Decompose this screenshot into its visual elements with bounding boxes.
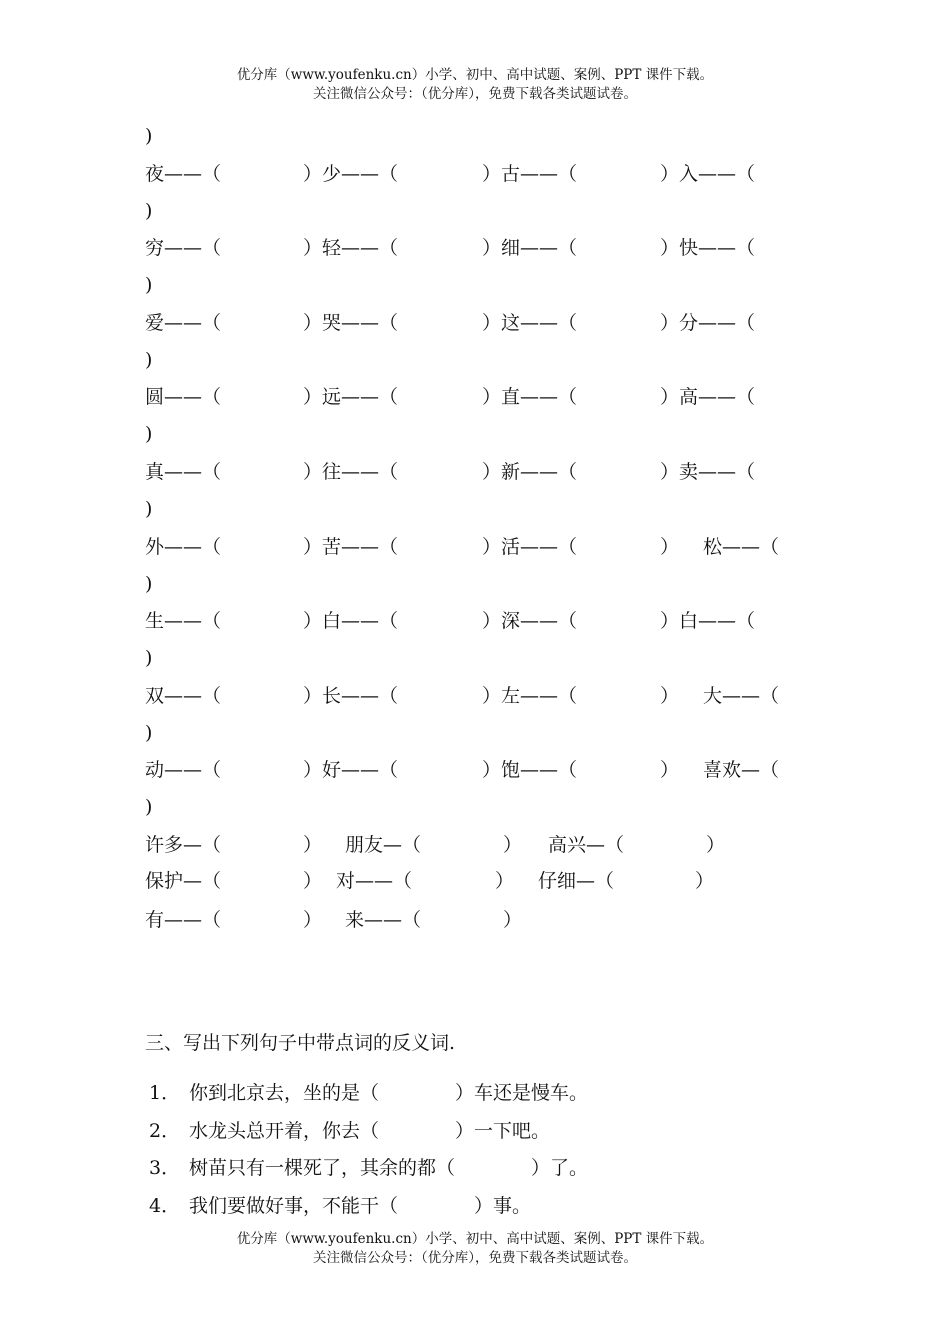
antonym-cell: ）活——（ [482, 536, 578, 558]
row-tail: ) [145, 349, 153, 371]
antonym-cell: 来——（ [345, 909, 422, 931]
question-text: 你到北京去，坐的是（ ）车还是慢车。 [189, 1082, 589, 1104]
question-number: 4． [149, 1195, 181, 1217]
antonym-cell: 动——（ [145, 759, 222, 781]
antonym-cell: 圆——（ [145, 386, 222, 408]
page-header [0, 66, 950, 104]
antonym-cell: ） [503, 909, 523, 931]
antonym-cell: ）饱——（ [482, 759, 578, 781]
antonym-cell: 许多—（ [145, 834, 222, 856]
row-tail: ) [145, 274, 153, 296]
antonym-cell: 大——（ [703, 685, 780, 707]
antonym-cell: 爱——（ [145, 312, 222, 334]
antonym-cell: 生——（ [145, 610, 222, 632]
antonym-cell: ）长——（ [303, 685, 399, 707]
header-line-2: 关注微信公众号：（优分库），免费下载各类试题试卷。 [313, 86, 637, 102]
antonym-cell: ）轻——（ [303, 237, 399, 259]
antonym-cell: ）白——（ [303, 610, 399, 632]
header-line-1: 优分库（www.youfenku.cn）小学、初中、高中试题、案例、PPT 课件下载。 [236, 67, 714, 83]
antonym-cell: ）入——（ [660, 163, 756, 185]
antonym-cell: ）直——（ [482, 386, 578, 408]
footer-line-2: 关注微信公众号：（优分库），免费下载各类试题试卷。 [313, 1250, 637, 1266]
antonym-cell: 高兴—（ [548, 834, 625, 856]
antonym-cell: ）左——（ [482, 685, 578, 707]
antonym-cell: ） [303, 870, 323, 892]
row-tail: ) [145, 796, 153, 818]
antonym-cell: ）远——（ [303, 386, 399, 408]
antonym-cell: 夜——（ [145, 163, 222, 185]
antonym-cell: ）少——（ [303, 163, 399, 185]
question-number: 1． [149, 1082, 181, 1104]
question-text: 我们要做好事，不能干（ ）事。 [189, 1195, 532, 1217]
antonym-cell: ）高——（ [660, 386, 756, 408]
antonym-cell: ） [303, 834, 323, 856]
antonym-cell: 朋友—（ [345, 834, 422, 856]
antonym-cell: 保护—（ [145, 870, 222, 892]
antonym-cell: ） [660, 685, 680, 707]
row-tail: ) [145, 200, 153, 222]
antonym-cell: ）快——（ [660, 237, 756, 259]
antonym-cell: ）好——（ [303, 759, 399, 781]
page-footer [0, 1230, 950, 1268]
antonym-cell: ）新——（ [482, 461, 578, 483]
section-3-title: 三、写出下列句子中带点词的反义词. [145, 1032, 456, 1054]
antonym-cell: 真——（ [145, 461, 222, 483]
antonym-cell: 有——（ [145, 909, 222, 931]
antonym-cell: ）卖——（ [660, 461, 756, 483]
antonym-cell: 对——（ [336, 870, 413, 892]
question-number: 2． [149, 1120, 181, 1142]
top-remnant: ) [145, 125, 153, 147]
antonym-cell: ）古——（ [482, 163, 578, 185]
row-tail: ) [145, 423, 153, 445]
antonym-cell: ）深——（ [482, 610, 578, 632]
antonym-cell: ）苦——（ [303, 536, 399, 558]
antonym-cell: ）哭——（ [303, 312, 399, 334]
antonym-cell: ） [660, 536, 680, 558]
row-tail: ) [145, 647, 153, 669]
antonym-cell: ） [503, 834, 523, 856]
antonym-cell: ） [303, 909, 323, 931]
antonym-cell: ）细——（ [482, 237, 578, 259]
antonym-cell: 双——（ [145, 685, 222, 707]
antonym-cell: ） [495, 870, 515, 892]
antonym-cell: ）分——（ [660, 312, 756, 334]
antonym-cell: ）这——（ [482, 312, 578, 334]
antonym-cell: 仔细—（ [538, 870, 615, 892]
row-tail: ) [145, 498, 153, 520]
row-tail: ) [145, 573, 153, 595]
antonym-cell: 穷——（ [145, 237, 222, 259]
question-number: 3． [149, 1157, 181, 1179]
antonym-cell: ） [695, 870, 715, 892]
antonym-cell: ）白——（ [660, 610, 756, 632]
question-text: 树苗只有一棵死了，其余的都（ ）了。 [189, 1157, 589, 1179]
antonym-cell: ） [706, 834, 726, 856]
antonym-cell: 松——（ [703, 536, 780, 558]
question-text: 水龙头总开着，你去（ ）一下吧。 [189, 1120, 551, 1142]
antonym-cell: 喜欢—（ [703, 759, 780, 781]
antonym-cell: ） [660, 759, 680, 781]
footer-line-1: 优分库（www.youfenku.cn）小学、初中、高中试题、案例、PPT 课件下载。 [236, 1231, 714, 1247]
antonym-cell: ）往——（ [303, 461, 399, 483]
row-tail: ) [145, 722, 153, 744]
antonym-cell: 外——（ [145, 536, 222, 558]
